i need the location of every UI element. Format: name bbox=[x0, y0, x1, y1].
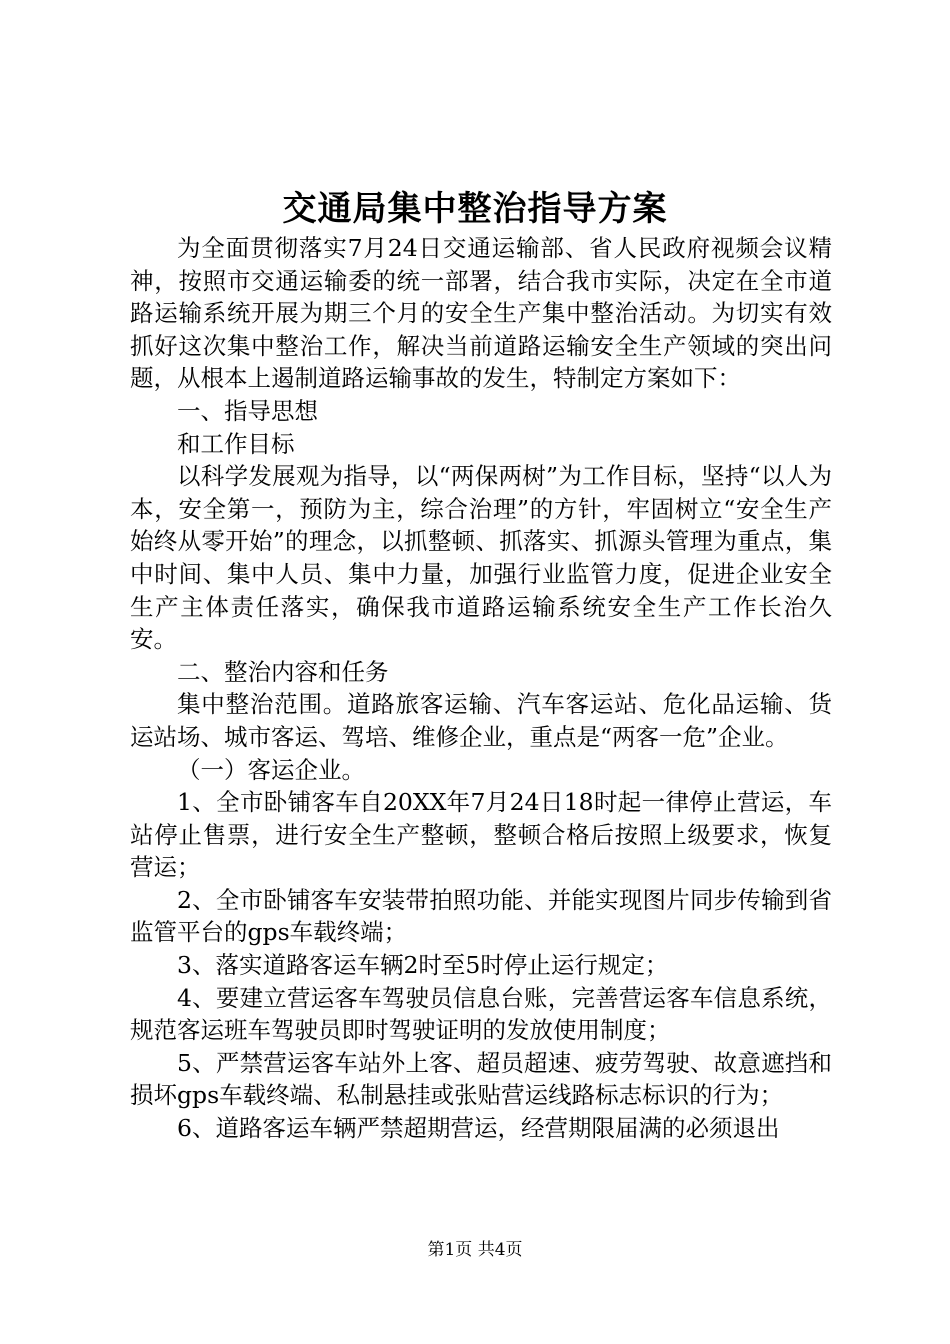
heading-guiding-ideology: 一、指导思想 bbox=[177, 396, 318, 425]
document-title: 交通局集中整治指导方案 bbox=[282, 189, 668, 229]
list-item-5: 5、严禁营运客车站外上客、超员超速、疲劳驾驶、故意遮挡和损坏gps车载终端、私制悬挂或张贴营运线路标志标识的行为； bbox=[130, 1048, 832, 1110]
list-item-1: 1、全市卧铺客车自20XX年7月24日18时起一律停止营运，车站停止售票，进行安全生产整顿，整顿合格后按照上级要求，恢复营运； bbox=[130, 788, 832, 882]
paragraph-scope: 集中整治范围。道路旅客运输、汽车客运站、危化品运输、货运站场、城市客运、驾培、维修企业，重点是“两客一危”企业。 bbox=[130, 690, 832, 751]
document-body bbox=[130, 232, 832, 1145]
paragraph-intro: 为全面贯彻落实7月24日交通运输部、省人民政府视频会议精神，按照市交通运输委的统一部署，结合我市实际，决定在全市道路运输系统开展为期三个月的安全生产集中整治活动。为切实有效抓好这次集中整治工作，解决当前道路运输安全生产领域的突出问题，从根本上遏制道路运输事故的发生，特制定方案如下： bbox=[130, 234, 832, 393]
list-item-6: 6、道路客运车辆严禁超期营运，经营期限届满的必须退出 bbox=[177, 1114, 780, 1143]
list-item-4: 4、要建立营运客车驾驶员信息台账，完善营运客车信息系统，规范客运班车驾驶员即时驾驶证明的发放使用制度； bbox=[130, 983, 832, 1045]
paragraph-guidance: 以科学发展观为指导，以“两保两树”为工作目标，坚持“以人为本，安全第一，预防为主，综合治理”的方针，牢固树立“安全生产始终从零开始”的理念，以抓整顿、抓落实、抓源头管理为重点，集中时间、集中人员、集中力量，加强行业监管力度，促进企业安全生产主体责任落实，确保我市道路运输系统安全生产工作长治久安。 bbox=[130, 462, 832, 654]
list-item-2: 2、全市卧铺客车安装带拍照功能、并能实现图片同步传输到省监管平台的gps车载终端； bbox=[130, 885, 832, 947]
heading-passenger-enterprises: （一）客运企业。 bbox=[177, 755, 365, 784]
page-footer: 第1页 共4页 bbox=[427, 1240, 523, 1260]
list-item-3: 3、落实道路客运车辆2时至5时停止运行规定； bbox=[177, 951, 669, 980]
heading-content-tasks: 二、整治内容和任务 bbox=[177, 657, 389, 686]
heading-work-goal: 和工作目标 bbox=[177, 429, 295, 458]
